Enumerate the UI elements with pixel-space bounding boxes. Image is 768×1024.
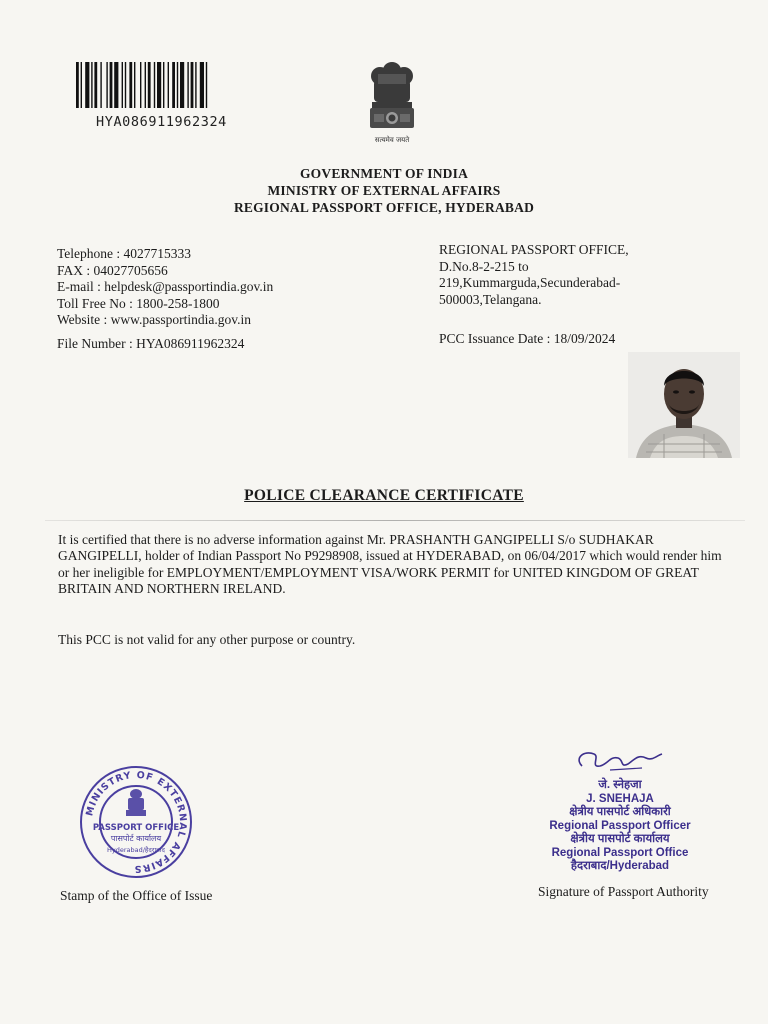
stamp-caption: Stamp of the Office of Issue (60, 888, 213, 903)
emblem-motto: सत्यमेव जयते (374, 136, 410, 144)
officer-name: J. SNEHAJA (586, 792, 654, 805)
telephone: Telephone : 4027715333 (57, 246, 192, 261)
fax: FAX : 04027705656 (57, 262, 168, 278)
office-name: Regional Passport Office (551, 846, 689, 859)
stamp-city: Hyderabad/हैदराबाद (106, 846, 166, 854)
address-line-2: D.No.8-2-215 to (439, 258, 529, 274)
barcode (76, 62, 232, 108)
file-number: File Number : HYA086911962324 (57, 336, 245, 351)
officer-title: Regional Passport Officer (549, 819, 691, 832)
applicant-photo (628, 352, 740, 458)
divider (45, 520, 745, 521)
toll-free: Toll Free No : 1800-258-1800 (57, 295, 220, 311)
email: E-mail : helpdesk@passportindia.gov.in (57, 279, 274, 294)
officer-name-hindi: जे. स्नेहजा (598, 779, 642, 791)
office-name-hindi: क्षेत्रीय पासपोर्ट कार्यालय (570, 833, 670, 845)
stamp-ring-text: MINISTRY OF EXTERNAL AFFAIRS (84, 769, 189, 875)
certification-text: It is certified that there is no adverse information against Mr. PRASHANTH GANGIPELLI S/o SUDHAKAR GANGIPELLI, holder of Indian Passport No P9298908, issued at HYDERABAD, on 06/04/2017 which would render him or her ineligible for EMPLOYMENT/EMPLOYMENT VISA/WORK PERMIT for UNITED KINGDOM OF GREAT BRITAIN AND NORTHERN IRELAND. (58, 532, 722, 596)
validity-note: This PCC is not valid for any other purpose or country. (58, 632, 356, 647)
header-government: GOVERNMENT OF INDIA (299, 166, 469, 181)
signature-scribble (570, 746, 670, 774)
contact-block (57, 246, 273, 329)
header-ministry: MINISTRY OF EXTERNAL AFFAIRS (267, 183, 501, 198)
office-city: हैदराबाद/Hyderabad (570, 860, 670, 872)
state-emblem-icon (360, 52, 424, 148)
stamp-inner-hindi: पासपोर्ट कार्यालय (110, 834, 162, 843)
website: Website : www.passportindia.gov.in (57, 312, 252, 327)
header-office: REGIONAL PASSPORT OFFICE, HYDERABAD (233, 200, 535, 215)
office-stamp (78, 764, 194, 880)
address-line-1: REGIONAL PASSPORT OFFICE, (439, 242, 629, 257)
issuance-date: PCC Issuance Date : 18/09/2024 (439, 331, 616, 346)
certificate-title: POLICE CLEARANCE CERTIFICATE (244, 487, 524, 504)
office-address (439, 242, 629, 308)
address-line-3: 219,Kummarguda,Secunderabad- (439, 275, 621, 290)
stamp-inner-english: PASSPORT OFFICE (92, 823, 180, 833)
signature-block (530, 746, 710, 874)
address-line-4: 500003,Telangana. (439, 291, 542, 307)
signature-caption: Signature of Passport Authority (538, 884, 709, 899)
barcode-number: HYA086911962324 (96, 114, 227, 130)
officer-title-hindi: क्षेत्रीय पासपोर्ट अधिकारी (569, 806, 671, 818)
